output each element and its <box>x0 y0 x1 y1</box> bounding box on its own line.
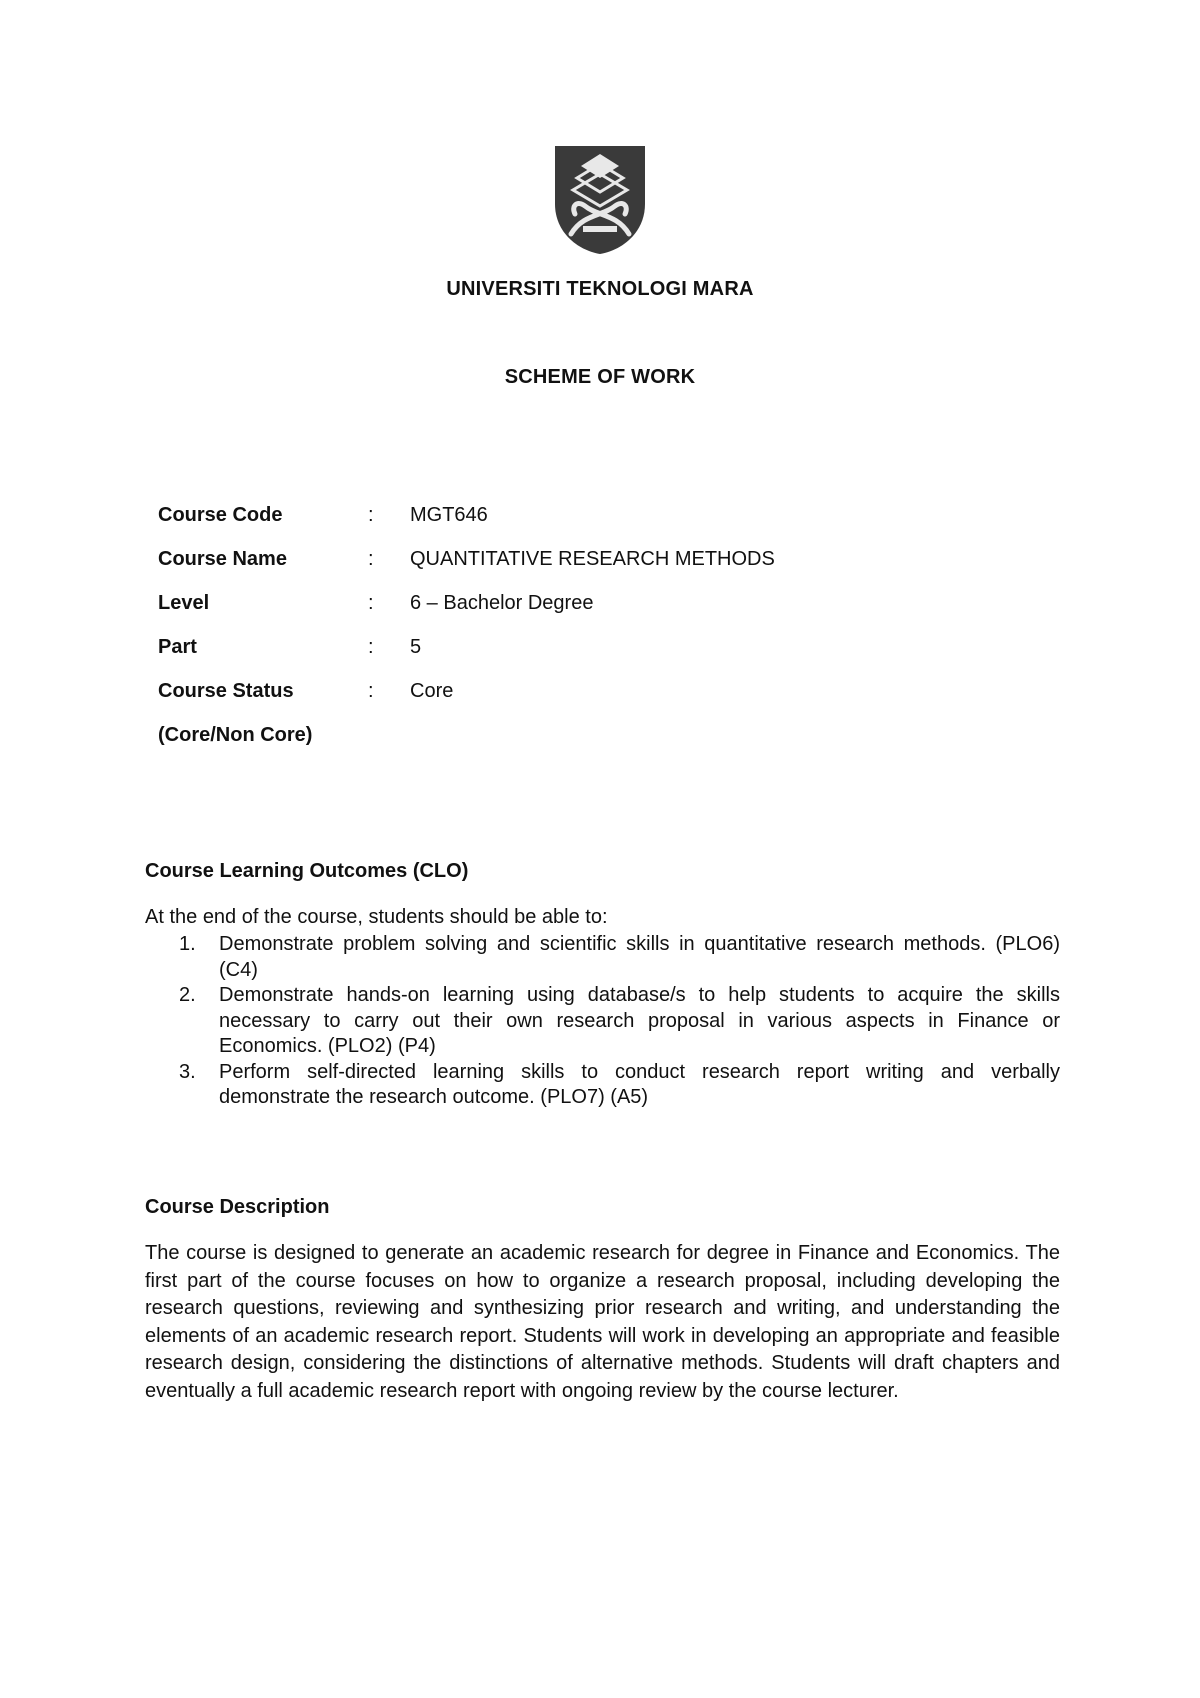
clo-list <box>145 932 1060 1111</box>
info-label: Course Status <box>158 680 294 702</box>
clo-text: Demonstrate problem solving and scientific skills in quantitative research methods. (PLO6) (C4) <box>219 933 1060 981</box>
info-colon: : <box>368 636 374 658</box>
clo-item <box>145 1060 1060 1111</box>
info-label: Course Name <box>158 548 287 570</box>
course-info-table <box>158 504 1058 746</box>
description-heading: Course Description <box>145 1196 330 1218</box>
description-text: The course is designed to generate an academic research for degree in Finance and Economics. The first part of the course focuses on how to organize a research proposal, including developing the research questions, reviewing and synthesizing prior research and writing, and understanding the elements of an academic research report. Students will work in developing an appropriate and feasible research design, considering the distinctions of alternative methods. Students will draft chapters and eventually a full academic research report with ongoing review by the course lecturer. <box>145 1242 1060 1402</box>
clo-number: 3. <box>179 1060 196 1083</box>
clo-heading: Course Learning Outcomes (CLO) <box>145 860 469 882</box>
info-value: 6 – Bachelor Degree <box>410 592 594 614</box>
info-colon: : <box>368 680 374 702</box>
info-row-course-code <box>158 504 1058 548</box>
info-row-level <box>158 592 1058 636</box>
info-value: 5 <box>410 636 422 658</box>
info-colon: : <box>368 504 374 526</box>
info-colon: : <box>368 592 374 614</box>
info-row-course-name <box>158 548 1058 592</box>
clo-intro: At the end of the course, students should be able to: <box>145 906 608 928</box>
info-value: Core <box>410 680 454 702</box>
university-name: UNIVERSITI TEKNOLOGI MARA <box>446 278 754 300</box>
info-value: MGT646 <box>410 504 488 526</box>
clo-item <box>145 983 1060 1060</box>
info-label: Part <box>158 636 197 658</box>
info-colon: : <box>368 548 374 570</box>
clo-text: Demonstrate hands-on learning using database/s to help students to acquire the skills necessary to carry out their own research proposal in various aspects in Finance or Economics. (PLO2) (P4) <box>219 984 1060 1057</box>
clo-text: Perform self-directed learning skills to conduct research report writing and verbally demonstrate the research outcome. (PLO7) (A5) <box>219 1060 1060 1108</box>
clo-number: 2. <box>179 984 196 1006</box>
document-title: SCHEME OF WORK <box>504 366 696 388</box>
info-value: QUANTITATIVE RESEARCH METHODS <box>410 548 775 570</box>
clo-item <box>145 932 1060 983</box>
info-label: Level <box>158 592 210 614</box>
info-row-part <box>158 636 1058 680</box>
university-crest-icon <box>553 144 647 256</box>
info-row-course-status <box>158 680 1058 724</box>
clo-number: 1. <box>179 933 196 955</box>
course-status-sublabel: (Core/Non Core) <box>158 724 313 746</box>
info-label: Course Code <box>158 504 283 526</box>
